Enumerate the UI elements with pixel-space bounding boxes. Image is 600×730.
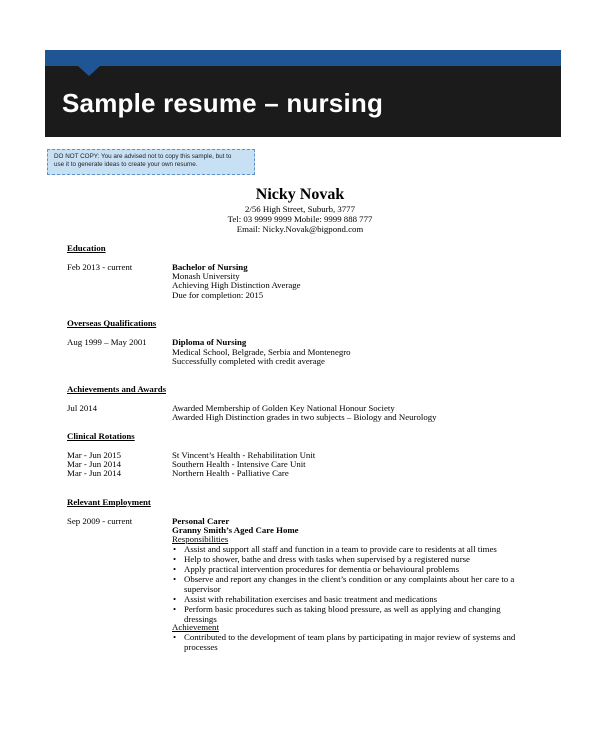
rotation-date: Mar - Jun 2014 [67, 459, 121, 469]
responsibilities-label: Responsibilities [172, 534, 229, 544]
note-line-2: use it to generate ideas to create your own resume. [54, 161, 198, 168]
page-title: Sample resume – nursing [62, 88, 384, 118]
header-accent-bar [45, 50, 561, 67]
education-degree: Bachelor of Nursing [172, 262, 248, 272]
candidate-phones: Tel: 03 9999 9999 Mobile: 9999 888 777 [227, 214, 373, 224]
candidate-address: 2/56 High Street, Suburb, 3777 [245, 204, 355, 214]
education-institution: Monash University [172, 271, 240, 281]
overseas-institution: Medical School, Belgrade, Serbia and Montenegro [172, 347, 351, 357]
list-item: • Help to shower, bathe and dress with tasks when supervised by a registered nurse [172, 554, 542, 564]
rotation-place: Southern Health - Intensive Care Unit [172, 459, 306, 469]
candidate-email[interactable]: Email: Nicky.Novak@bigpond.com [236, 224, 364, 234]
list-item: • Observe and report any changes in the client’s condition or any complaints about her care to a supervisor [172, 574, 524, 594]
rotation-date: Mar - Jun 2015 [67, 450, 121, 460]
list-item: • Perform basic procedures such as taking blood pressure, as well as applying and changing dressings [172, 604, 524, 624]
achievement-item-1: Awarded Membership of Golden Key National Honour Society [172, 403, 395, 413]
list-item: • Apply practical intervention procedures for dementia or behavioural problems [172, 564, 542, 574]
rotation-place: St Vincent’s Health - Rehabilitation Unit [172, 450, 316, 460]
banner-notch-decoration [78, 66, 100, 76]
rotation-date: Mar - Jun 2014 [67, 468, 121, 478]
rotation-place: Northern Health - Palliative Care [172, 468, 289, 478]
achievement-item-2: Awarded High Distinction grades in two subjects – Biology and Neurology [172, 412, 437, 422]
list-item: • Assist and support all staff and function in a team to provide care to residents at all times [172, 544, 542, 554]
overseas-date: Aug 1999 – May 2001 [67, 337, 147, 347]
employment-achievements-list [172, 632, 542, 652]
copy-warning-note [47, 149, 255, 175]
employment-heading: Relevant Employment [67, 497, 151, 507]
education-heading: Education [67, 243, 106, 253]
note-line-1: DO NOT COPY: You are advised not to copy this sample, but to [54, 153, 232, 160]
employment-role: Personal Carer [172, 516, 230, 526]
candidate-name: Nicky Novak [255, 186, 345, 203]
overseas-detail: Successfully completed with credit average [172, 356, 325, 366]
employment-date: Sep 2009 - current [67, 516, 133, 526]
education-detail-2: Due for completion: 2015 [172, 290, 264, 300]
achievements-date: Jul 2014 [67, 403, 98, 413]
list-item: • Contributed to the development of team plans by participating in major review of systems and processes [172, 632, 524, 652]
overseas-heading: Overseas Qualifications [67, 318, 157, 328]
education-detail-1: Achieving High Distinction Average [172, 280, 301, 290]
list-item: • Assist with rehabilitation exercises and basic treatment and medications [172, 594, 542, 604]
achievements-heading: Achievements and Awards [67, 384, 167, 394]
responsibilities-list [172, 544, 542, 624]
employment-employer: Granny Smith’s Aged Care Home [172, 525, 299, 535]
rotations-heading: Clinical Rotations [67, 431, 135, 441]
achievement-label: Achievement [172, 622, 219, 632]
education-date: Feb 2013 - current [67, 262, 133, 272]
overseas-qualification: Diploma of Nursing [172, 337, 247, 347]
